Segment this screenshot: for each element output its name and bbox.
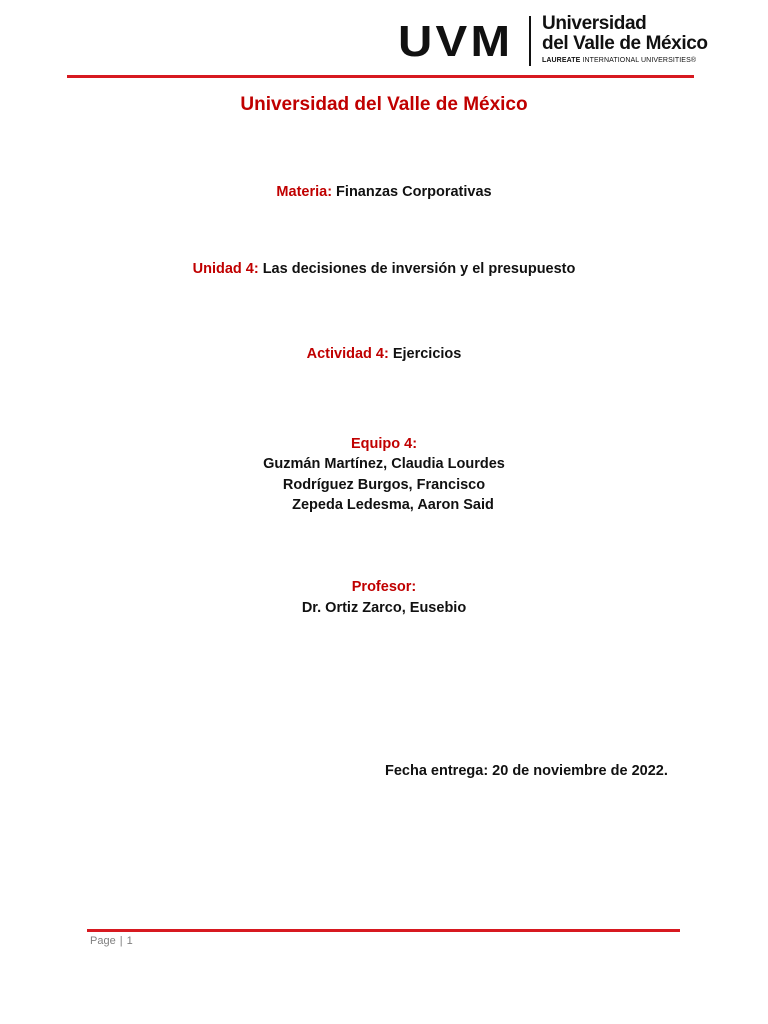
unidad-label: Unidad 4: <box>192 261 259 277</box>
uvm-logo-mark: UVM <box>398 17 514 66</box>
unidad-line <box>0 260 768 278</box>
page-number: 1 <box>126 935 133 947</box>
materia-label: Materia: <box>276 184 333 200</box>
profesor-name: Dr. Ortiz Zarco, Eusebio <box>301 600 467 616</box>
logo-laureate-line <box>542 57 702 65</box>
actividad-line <box>0 345 768 363</box>
logo-divider <box>529 16 531 66</box>
page-number-footer <box>90 934 133 948</box>
page-separator: | <box>119 935 123 947</box>
logo-university-line: Universidad <box>542 13 647 34</box>
team-member: Zepeda Ledesma, Aaron Said <box>292 497 494 513</box>
team-member: Rodríguez Burgos, Francisco <box>282 477 486 493</box>
logo-laureate-rest: INTERNATIONAL UNIVERSITIES® <box>580 57 697 64</box>
materia-value: Finanzas Corporativas <box>332 184 492 200</box>
logo-laureate-bold: LAUREATE <box>542 57 581 64</box>
footer-red-rule <box>87 929 680 932</box>
document-title: Universidad del Valle de México <box>240 94 528 115</box>
delivery-date: Fecha entrega: 20 de noviembre de 2022. <box>385 763 668 779</box>
header-red-rule <box>67 75 694 78</box>
materia-line <box>0 183 768 201</box>
uvm-logo-text <box>542 13 708 65</box>
team-member: Guzmán Martínez, Claudia Lourdes <box>263 456 505 472</box>
equipo-label: Equipo 4: <box>350 436 418 452</box>
page-label: Page <box>90 935 116 947</box>
actividad-label: Actividad 4: <box>306 346 389 362</box>
unidad-value: Las decisiones de inversión y el presupuesto <box>258 261 576 277</box>
actividad-value: Ejercicios <box>388 346 462 362</box>
logo-university-name-line: del Valle de México <box>542 33 708 54</box>
profesor-label: Profesor: <box>351 579 417 595</box>
